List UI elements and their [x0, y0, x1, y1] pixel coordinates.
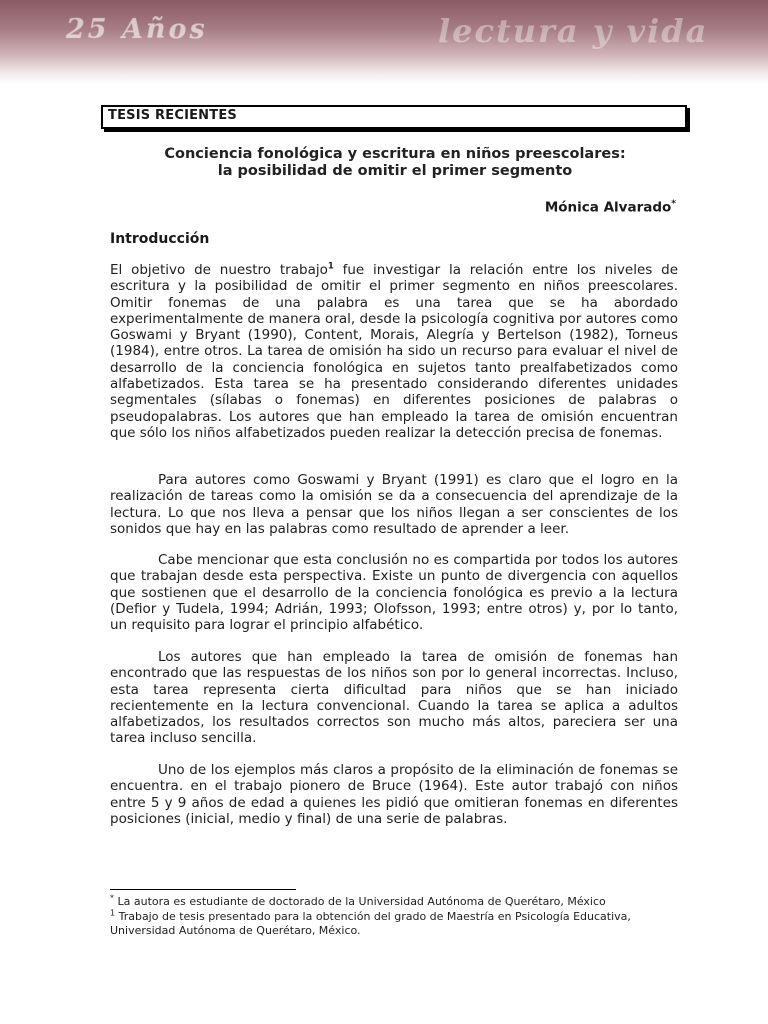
author-name-text: Mónica Alvarado — [544, 199, 672, 216]
footnote-ref-1: 1 — [327, 261, 334, 272]
footnote-2-text: Trabajo de tesis presentado para la obtención del grado de Maestría en Psicología Educativa, Universidad Autónoma de Querétaro, México. — [110, 910, 631, 937]
paragraph-1-start: El objetivo de nuestro trabajo — [110, 262, 328, 278]
header-banner — [0, 0, 768, 84]
paragraph-4: Los autores que han empleado la tarea de omisión de fonemas han encontrado que las respuestas de los niños son por lo general incorrectas. Incluso, esta tarea representa cierta dificultad para niños que se han iniciado recientemente en la lectura convencional. Cuando la tarea se aplica a adultos alfabetizados, los resultados correctos son mucho más altos, pareciera ser una tarea incluso sencilla. — [110, 649, 678, 747]
section-label-box — [101, 105, 687, 129]
title-line-2: la posibilidad de omitir el primer segmento — [217, 163, 573, 179]
author-name — [545, 199, 676, 216]
footnote-divider — [110, 889, 296, 890]
footnote-1-text: La autora es estudiante de doctorado de la Universidad Autónoma de Querétaro, México — [114, 895, 606, 908]
footnote-1-mark: * — [110, 893, 114, 903]
title-line-1: Conciencia fonológica y escritura en niños preescolares: — [164, 146, 626, 162]
paragraph-3: Cabe mencionar que esta conclusión no es compartida por todos los autores que trabajan desde esta perspectiva. Existe un punto de divergencia con aquellos que sostienen que el desarrollo de la conciencia fonológica es previo a la lectura (Defior y Tudela, 1994; Adrián, 1993; Olofsson, 1993; entre otros) y, por lo tanto, un requisito para lograr el principio alfabético. — [110, 552, 678, 634]
footnote-2-mark: 1 — [110, 908, 116, 918]
anniversary-watermark: 25 Años — [66, 14, 208, 45]
paragraph-2: Para autores como Goswami y Bryant (1991) es claro que el logro en la realización de tareas como la omisión se da a consecuencia del aprendizaje de la lectura. Lo que nos lleva a pensar que los niños llegan a ser conscientes de los sonidos que hay en las palabras como resultado de aprender a leer. — [110, 472, 678, 537]
section-label: TESIS RECIENTES — [108, 108, 237, 123]
footnote-2 — [110, 910, 690, 938]
paragraph-5: Uno de los ejemplos más claros a propósito de la eliminación de fonemas se encuentra. en el trabajo pionero de Bruce (1964). Este autor trabajó con niños entre 5 y 9 años de edad a quienes les pidió que omitieran fonemas en diferentes posiciones (inicial, medio y final) de una serie de palabras. — [110, 762, 678, 827]
paragraph-1 — [110, 262, 678, 441]
journal-watermark: lectura y vida — [438, 12, 709, 50]
section-heading: Introducción — [110, 231, 210, 247]
author-note-mark: * — [671, 199, 676, 209]
paragraph-1-rest: fue investigar la relación entre los niveles de escritura y la posibilidad de omitir el primer segmento en niños preescolares. Omitir fonemas de una palabra es una tarea que se ha abordado experimentalmente de manera oral, desde la psicología cognitiva por autores como Goswami y Bryant (1990), Content, Morais, Alegría y Bertelson (1982), Torneus (1984), entre otros. La tarea de omisión ha sido un recurso para evaluar el nivel de desarrollo de la conciencia fonológica en sujetos tanto prealfabetizados como alfabetizados. Esta tarea se ha presentado considerando diferentes unidades segmentales (sílabas o fonemas) en diferentes posiciones de palabras o pseudopalabras. Los autores que han empleado la tarea de omisión encuentran que sólo los niños alfabetizados pueden realizar la detección precisa de fonemas. — [110, 262, 679, 441]
footnote-1 — [110, 895, 690, 909]
